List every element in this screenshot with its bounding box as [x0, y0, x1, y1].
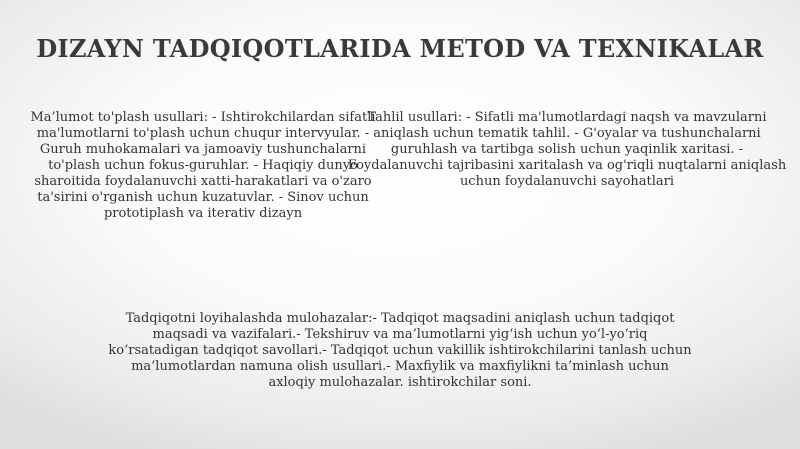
slide-title: DIZAYN TADQIQOTLARIDA METOD VA TEXNIKALAR: [36, 34, 764, 63]
analysis-methods-text: Tahlil usullari: - Sifatli ma'lumotlardagi naqsh va mavzularni aniqlash uchun tematik tahlil. - G'oyalar va tushunchalarni guruhlash va tartibga solish uchun yaqinlik xaritasi. - Foydalanuvchi tajribasini xaritalash va og'riqli nuqtalarni aniqlash uchun foydalanuvchi sayohatlari: [347, 110, 787, 189]
research-design-considerations-text: Tadqiqotni loyihalashda mulohazalar:- Tadqiqot maqsadini aniqlash uchun tadqiqot maqsadi va vazifalari.- Tekshiruv va ma’lumotlarni yig‘ish uchun yo‘l-yo‘riq ko‘rsatadigan tadqiqot savollari.- Tadqiqot uchun vakillik ishtirokchilarini tanlash uchun ma’lumotlardan namuna olish usullari.- Maxfiylik va maxfiylikni ta’minlash uchun axloqiy mulohazalar. ishtirokchilar soni.: [108, 311, 692, 390]
data-collection-methods-text: Ma’lumot to'plash usullari: - Ishtirokchilardan sifatli ma'lumotlarni to'plash uchun chuqur intervyular. - Guruh muhokamalari va jamoaviy tushunchalarni to'plash uchun fokus-guruhlar. - Haqiqiy dunyo sharoitida foydalanuvchi xatti-harakatlari va o'zaro ta'sirini o'rganish uchun kuzatuvlar. - Sinov uchun prototiplash va iterativ dizayn: [30, 110, 376, 221]
